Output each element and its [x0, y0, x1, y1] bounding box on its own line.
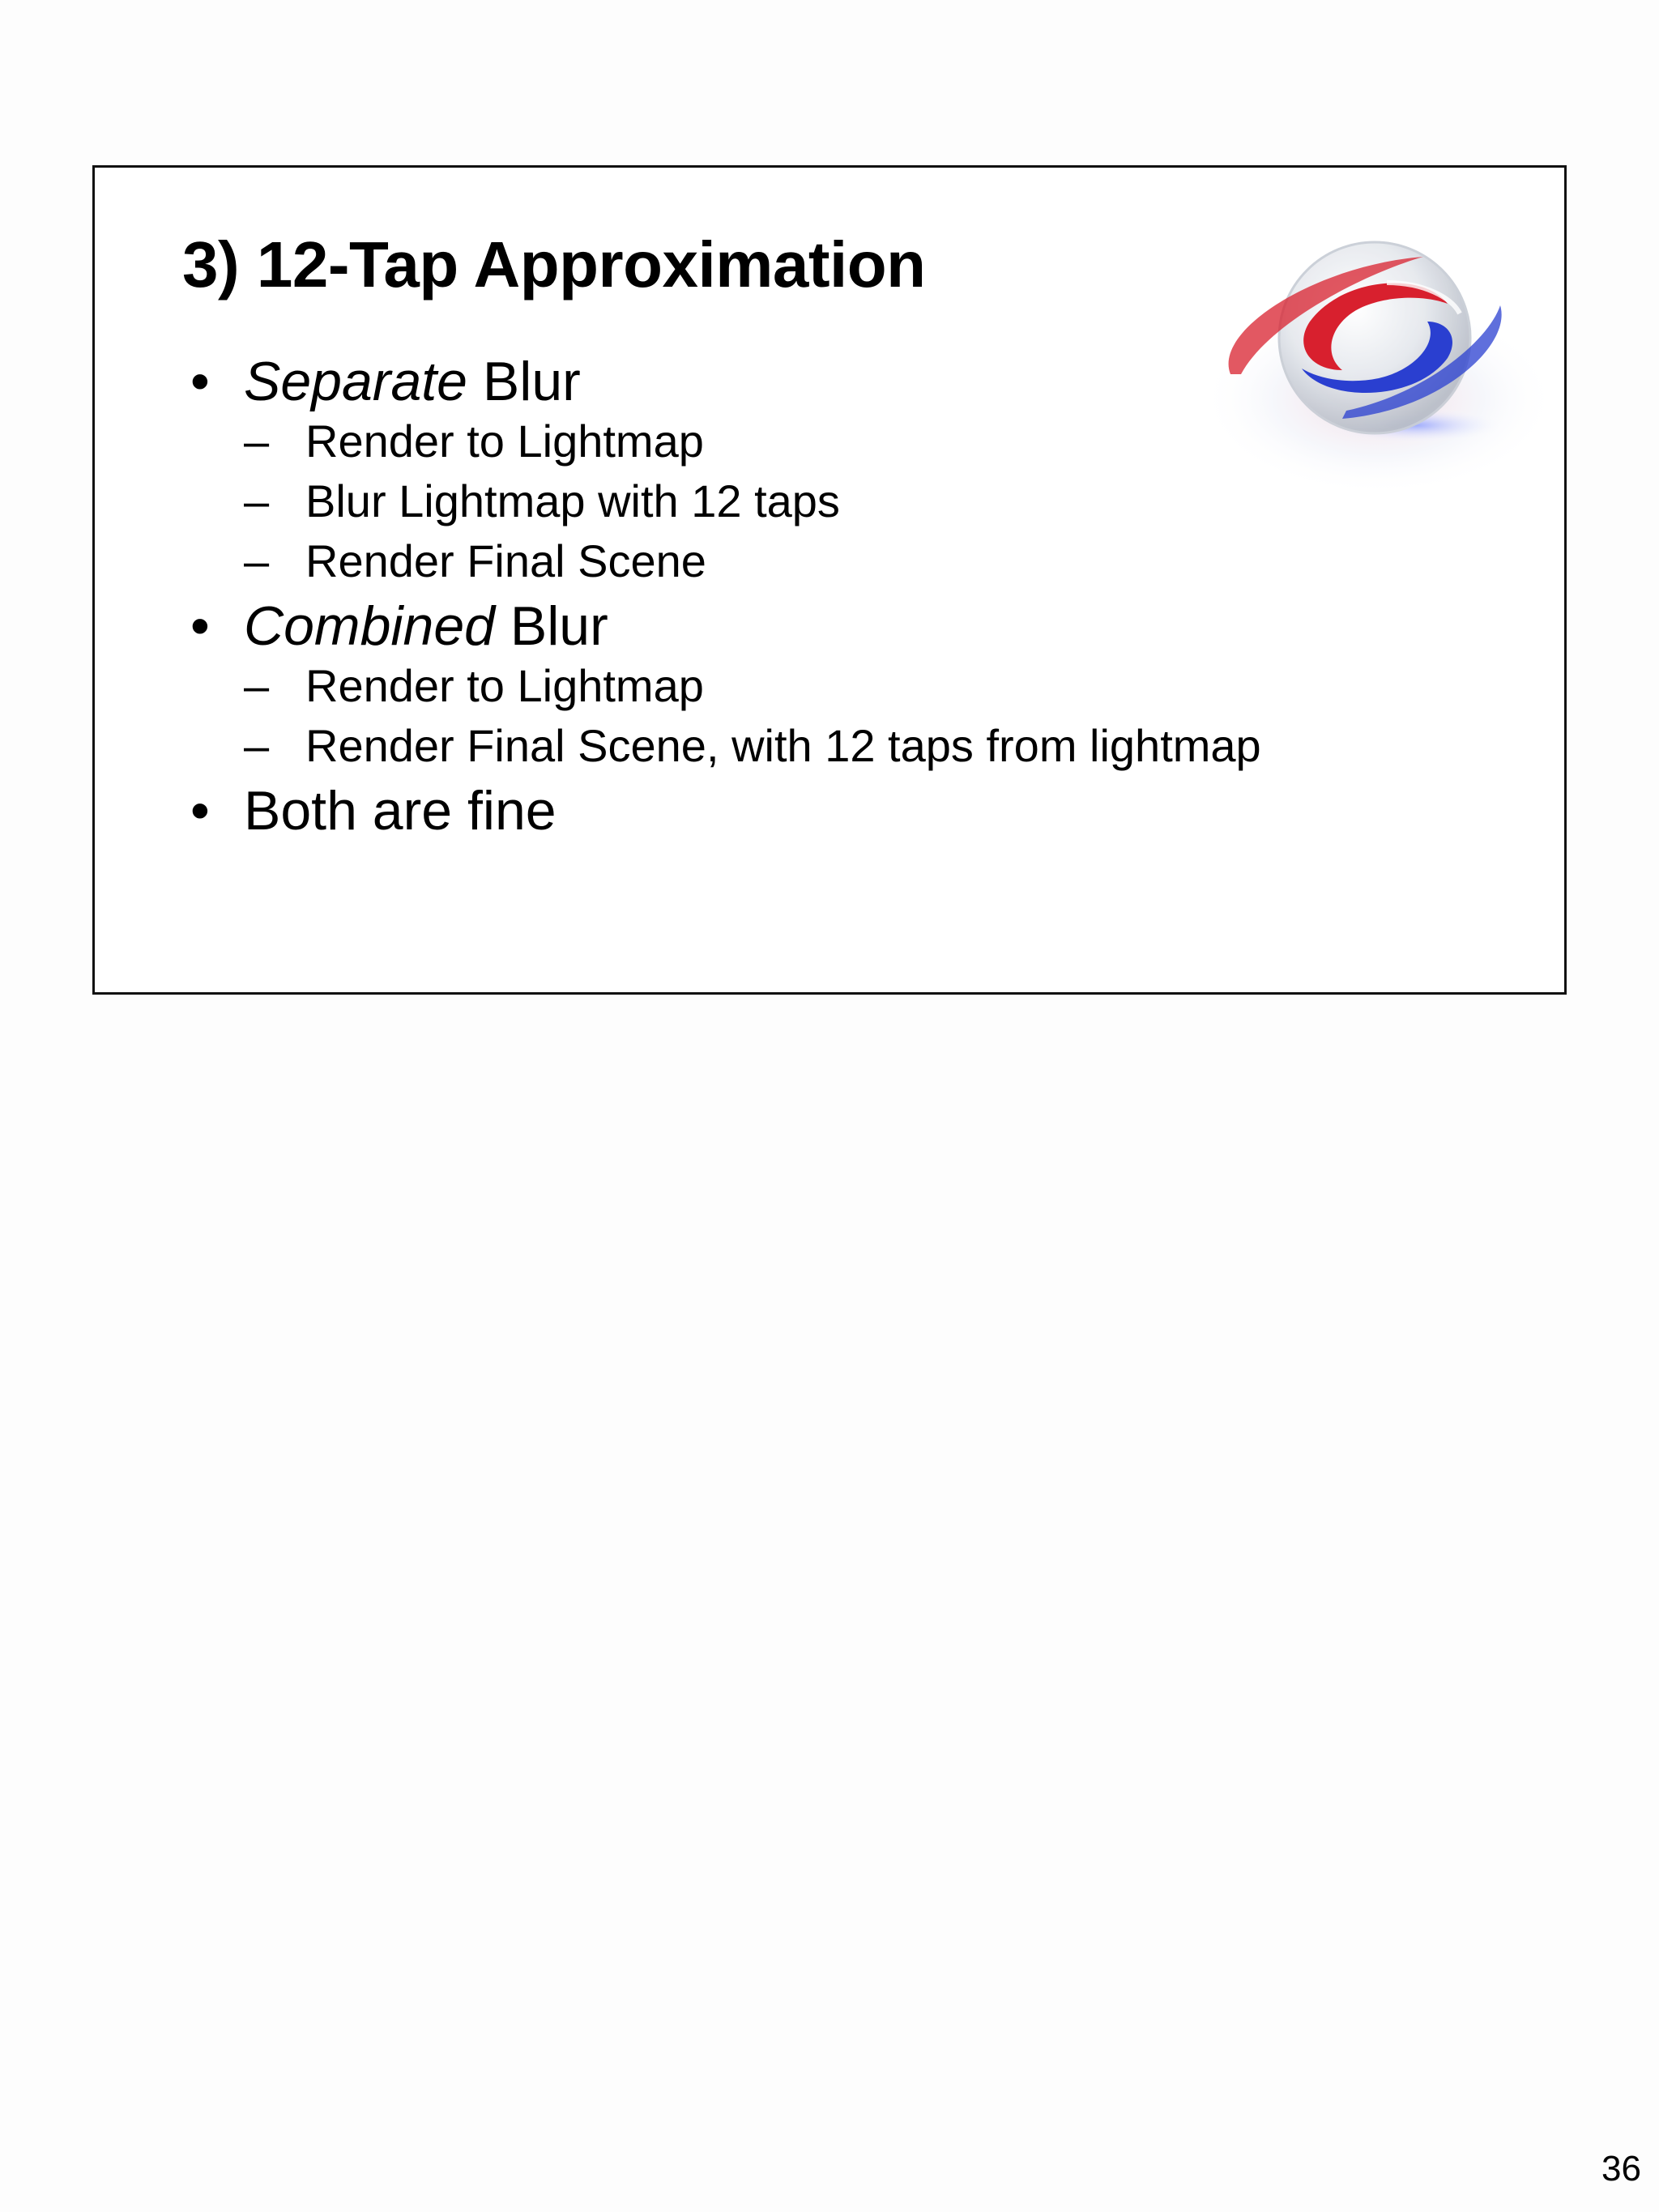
bullet-list — [182, 351, 1261, 850]
bullet-emphasis: Combined — [244, 595, 495, 657]
sub-item — [244, 416, 1261, 467]
sub-list — [244, 416, 1261, 586]
sub-marker: – — [244, 416, 270, 467]
slide-frame — [92, 165, 1567, 995]
bullet-marker: • — [190, 780, 210, 842]
sub-marker: – — [244, 660, 270, 711]
sub-item-text: Blur Lightmap with 12 taps — [305, 475, 840, 526]
sub-list — [244, 660, 1261, 771]
bullet-emphasis: Separate — [244, 351, 467, 412]
sub-item-text: Render Final Scene, with 12 taps from lightmap — [305, 720, 1261, 771]
bullet-both-fine — [182, 780, 1261, 842]
sub-item — [244, 475, 1261, 526]
bullet-marker: • — [190, 595, 210, 657]
bullet-text: Blur — [494, 595, 608, 657]
sub-marker: – — [244, 475, 270, 526]
bullet-marker: • — [190, 351, 210, 412]
sub-item — [244, 660, 1261, 711]
sub-item-text: Render Final Scene — [305, 535, 706, 586]
sub-item — [244, 535, 1261, 586]
bullet-combined-blur — [182, 595, 1261, 771]
sub-item-text: Render to Lightmap — [305, 660, 704, 711]
bullet-text: Blur — [467, 351, 581, 412]
sub-marker: – — [244, 535, 270, 586]
sub-item — [244, 720, 1261, 771]
bullet-separate-blur — [182, 351, 1261, 586]
sub-item-text: Render to Lightmap — [305, 416, 704, 467]
slide-title: 3) 12-Tap Approximation — [182, 228, 926, 300]
sub-marker: – — [244, 720, 270, 771]
bullet-text: Both are fine — [244, 780, 557, 842]
page-number: 36 — [1601, 2149, 1641, 2189]
